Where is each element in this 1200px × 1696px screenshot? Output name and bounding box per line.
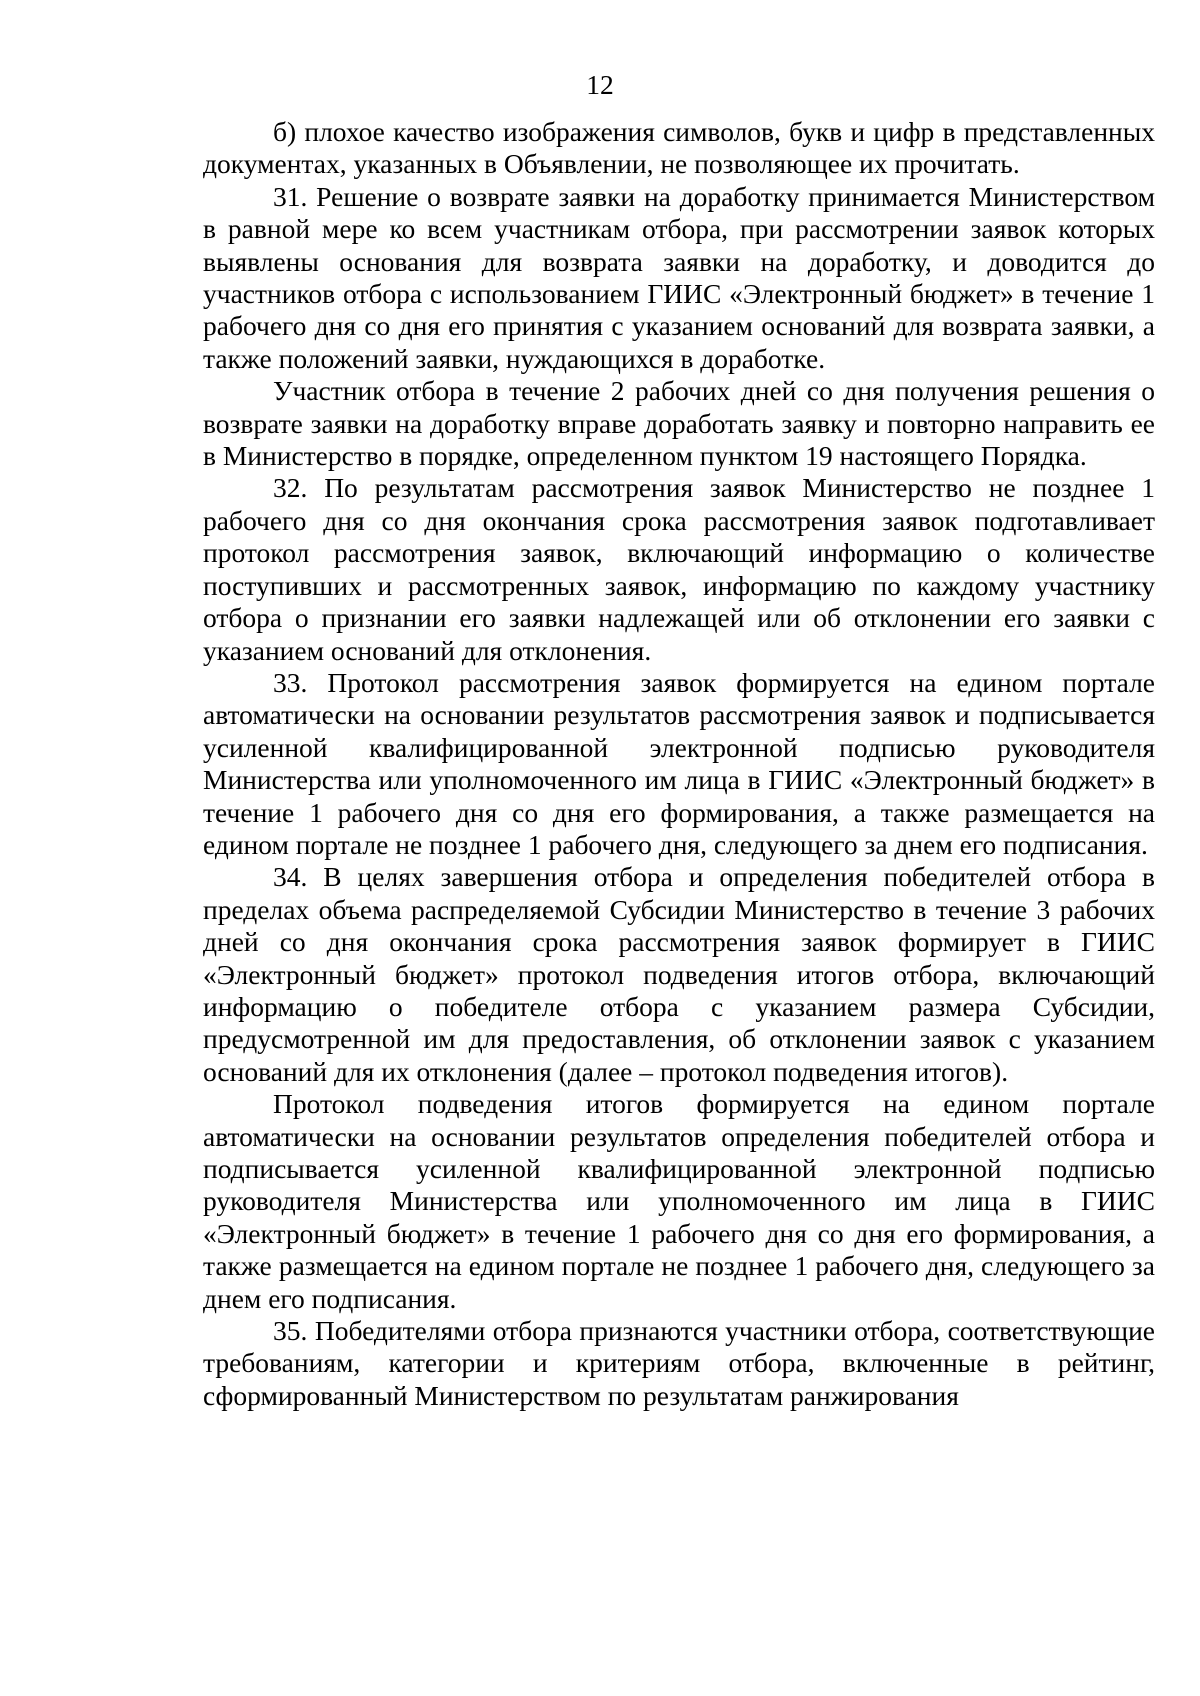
paragraph-31: 31. Решение о возврате заявки на доработку принимается Министерством в равной мере ко всем участникам отбора, при рассмотрении заявок которых выявлены основания для возврата заявки на доработку, и доводится до участников отбора с использованием ГИИС «Электронный бюджет» в течение 1 рабочего дня со дня его принятия с указанием оснований для возврата заявки, а также положений заявки, нуждающихся в доработке.	[203, 180, 1155, 374]
document-body	[203, 116, 1155, 1412]
paragraph-31-continuation: Участник отбора в течение 2 рабочих дней со дня получения решения о возврате заявки на доработку вправе доработать заявку и повторно направить ее в Министерство в порядке, определенном пунктом 19 настоящего Порядка.	[203, 375, 1155, 472]
paragraph-35: 35. Победителями отбора признаются участники отбора, соответствующие требованиям, категории и критериям отбора, включенные в рейтинг, сформированный Министерством по результатам ранжирования	[203, 1315, 1155, 1411]
page-number: 12	[586, 69, 614, 100]
paragraph-item-b: б) плохое качество изображения символов, букв и цифр в представленных документах, указанных в Объявлении, не позволяющее их прочитать.	[203, 116, 1155, 180]
paragraph-34-continuation: Протокол подведения итогов формируется на едином портале автоматически на основании результатов определения победителей отбора и подписывается усиленной квалифицированной электронной подписью руководителя Министерства или уполномоченного им лица в ГИИС «Электронный бюджет» в течение 1 рабочего дня со дня его формирования, а также размещается на едином портале не позднее 1 рабочего дня, следующего за днем его подписания.	[203, 1088, 1155, 1314]
paragraph-32: 32. По результатам рассмотрения заявок Министерство не позднее 1 рабочего дня со дня окончания срока рассмотрения заявок подготавливает протокол рассмотрения заявок, включающий информацию о количестве поступивших и рассмотренных заявок, информацию по каждому участнику отбора о признании его заявки надлежащей или об отклонении его заявки с указанием оснований для отклонения.	[203, 472, 1155, 666]
paragraph-33: 33. Протокол рассмотрения заявок формируется на едином портале автоматически на основании результатов рассмотрения заявок и подписывается усиленной квалифицированной электронной подписью руководителя Министерства или уполномоченного им лица в ГИИС «Электронный бюджет» в течение 1 рабочего дня со дня его формирования, а также размещается на едином портале не позднее 1 рабочего дня, следующего за днем его подписания.	[203, 666, 1155, 860]
paragraph-34: 34. В целях завершения отбора и определения победителей отбора в пределах объема распределяемой Субсидии Министерство в течение 3 рабочих дней со дня окончания срока рассмотрения заявок формирует в ГИИС «Электронный бюджет» протокол подведения итогов отбора, включающий информацию о победителе отбора с указанием размера Субсидии, предусмотренной им для предоставления, об отклонении заявок с указанием оснований для их отклонения (далее – протокол подведения итогов).	[203, 861, 1155, 1087]
